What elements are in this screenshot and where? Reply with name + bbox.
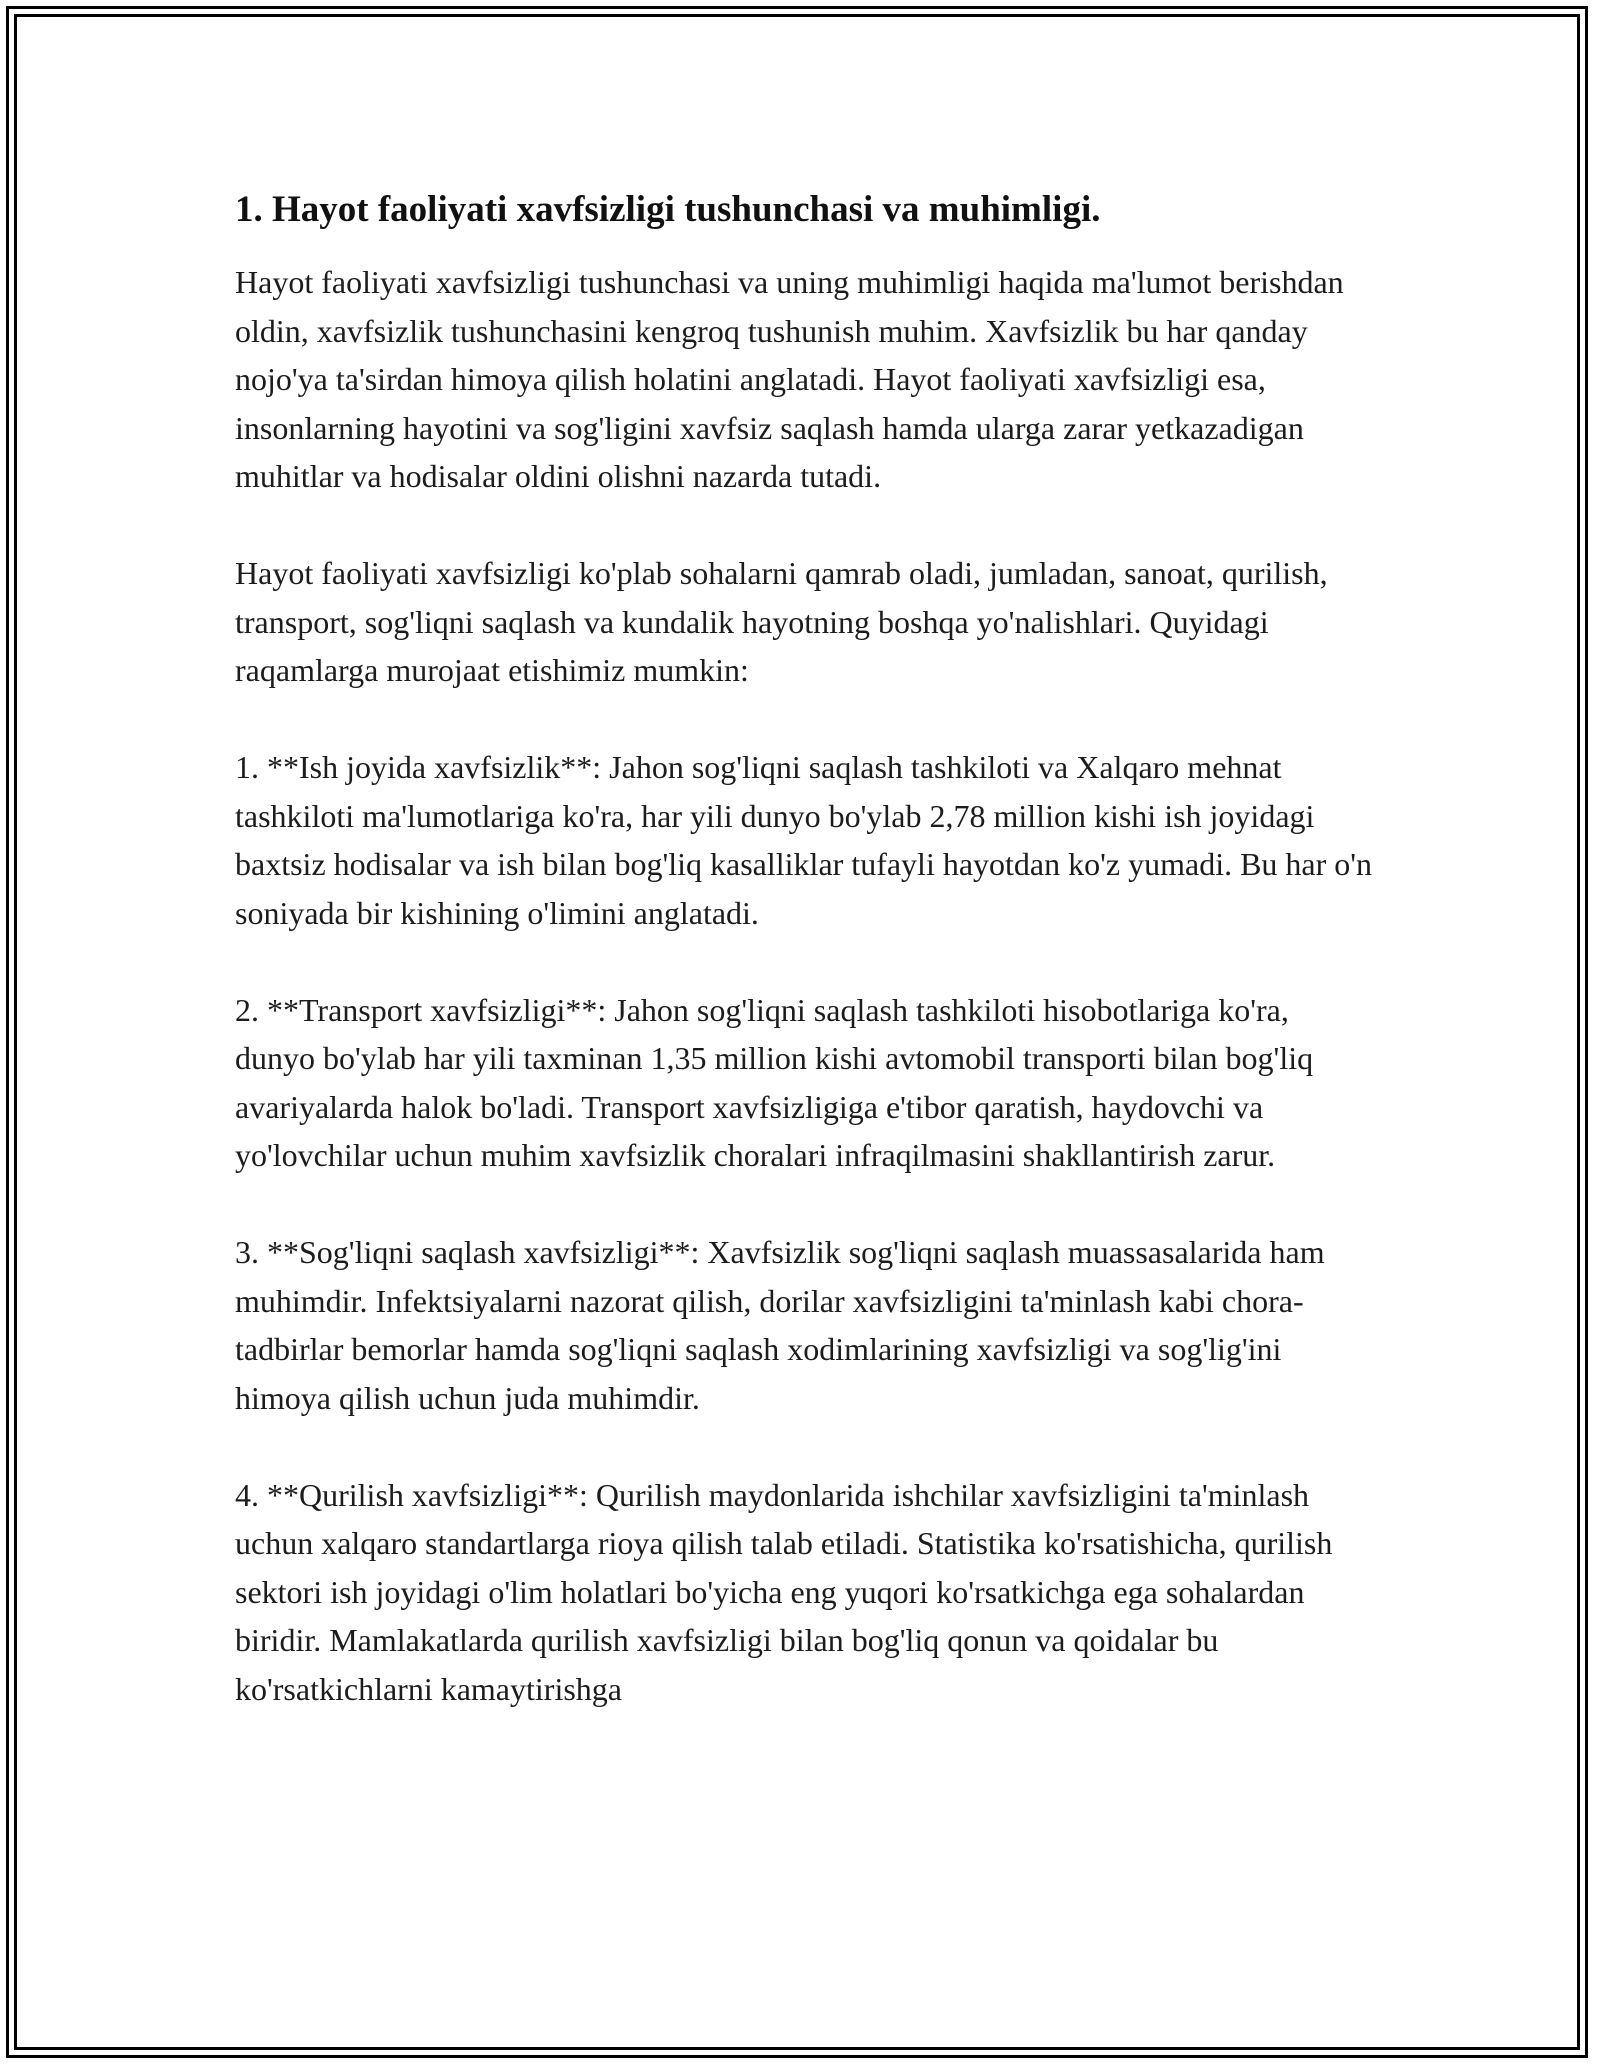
section-title: 1. Hayot faoliyati xavfsizligi tushunchasi va muhimligi. [235,189,1101,230]
document-body [235,186,1375,1762]
paragraph-scope: Hayot faoliyati xavfsizligi ko'plab sohalarni qamrab oladi, jumladan, sanoat, qurilish, transport, sog'liqni saqlash va kundalik hayotning boshqa yo'nalishlari. Quyidagi raqamlarga murojaat etishimiz mumkin: [235,555,1328,688]
paragraph-healthcare-safety: 3. **Sog'liqni saqlash xavfsizligi**: Xavfsizlik sog'liqni saqlash muassasalarida ham muhimdir. Infektsiyalarni nazorat qilish, dorilar xavfsizligini ta'minlash kabi chora-tadbirlar bemorlar hamda sog'liqni saqlash xodimlarining xavfsizligi va sog'lig'ini himoya qilish uchun juda muhimdir. [235,1234,1325,1416]
paragraph-construction-safety: 4. **Qurilish xavfsizligi**: Qurilish maydonlarida ishchilar xavfsizligini ta'minlash uchun xalqaro standartlarga rioya qilish talab etiladi. Statistika ko'rsatishicha, qurilish sektori ish joyidagi o'lim holatlari bo'yicha eng yuqori ko'rsatkichga ega sohalardan biridir. Mamlakatlarda qurilish xavfsizligi bilan bog'liq qonun va qoidalar bu ko'rsatkichlarni kamaytirishga [235,1476,1333,1707]
paragraph-intro: Hayot faoliyati xavfsizligi tushunchasi va uning muhimligi haqida ma'lumot berishdan oldin, xavfsizlik tushunchasini kengroq tushunish muhim. Xavfsizlik bu har qanday nojo'ya ta'sirdan himoya qilish holatini anglatadi. Hayot faoliyati xavfsizligi esa, insonlarning hayotini va sog'ligini xavfsiz saqlash hamda ularga zarar yetkazadigan muhitlar va hodisalar oldini olishni nazarda tutadi. [235,264,1344,494]
paragraph-workplace-safety: 1. **Ish joyida xavfsizlik**: Jahon sog'liqni saqlash tashkiloti va Xalqaro mehnat tashkiloti ma'lumotlariga ko'ra, har yili dunyo bo'ylab 2,78 million kishi ish joyidagi baxtsiz hodisalar va ish bilan bog'liq kasalliklar tufayli hayotdan ko'z yumadi. Bu har o'n soniyada bir kishining o'limini anglatadi. [235,749,1373,931]
paragraph-transport-safety: 2. **Transport xavfsizligi**: Jahon sog'liqni saqlash tashkiloti hisobotlariga ko'ra, dunyo bo'ylab har yili taxminan 1,35 million kishi avtomobil transporti bilan bog'liq avariyalarda halok bo'ladi. Transport xavfsizligiga e'tibor qaratish, haydovchi va yo'lovchilar uchun muhim xavfsizlik choralari infraqilmasini shakllantirish zarur. [235,991,1314,1173]
